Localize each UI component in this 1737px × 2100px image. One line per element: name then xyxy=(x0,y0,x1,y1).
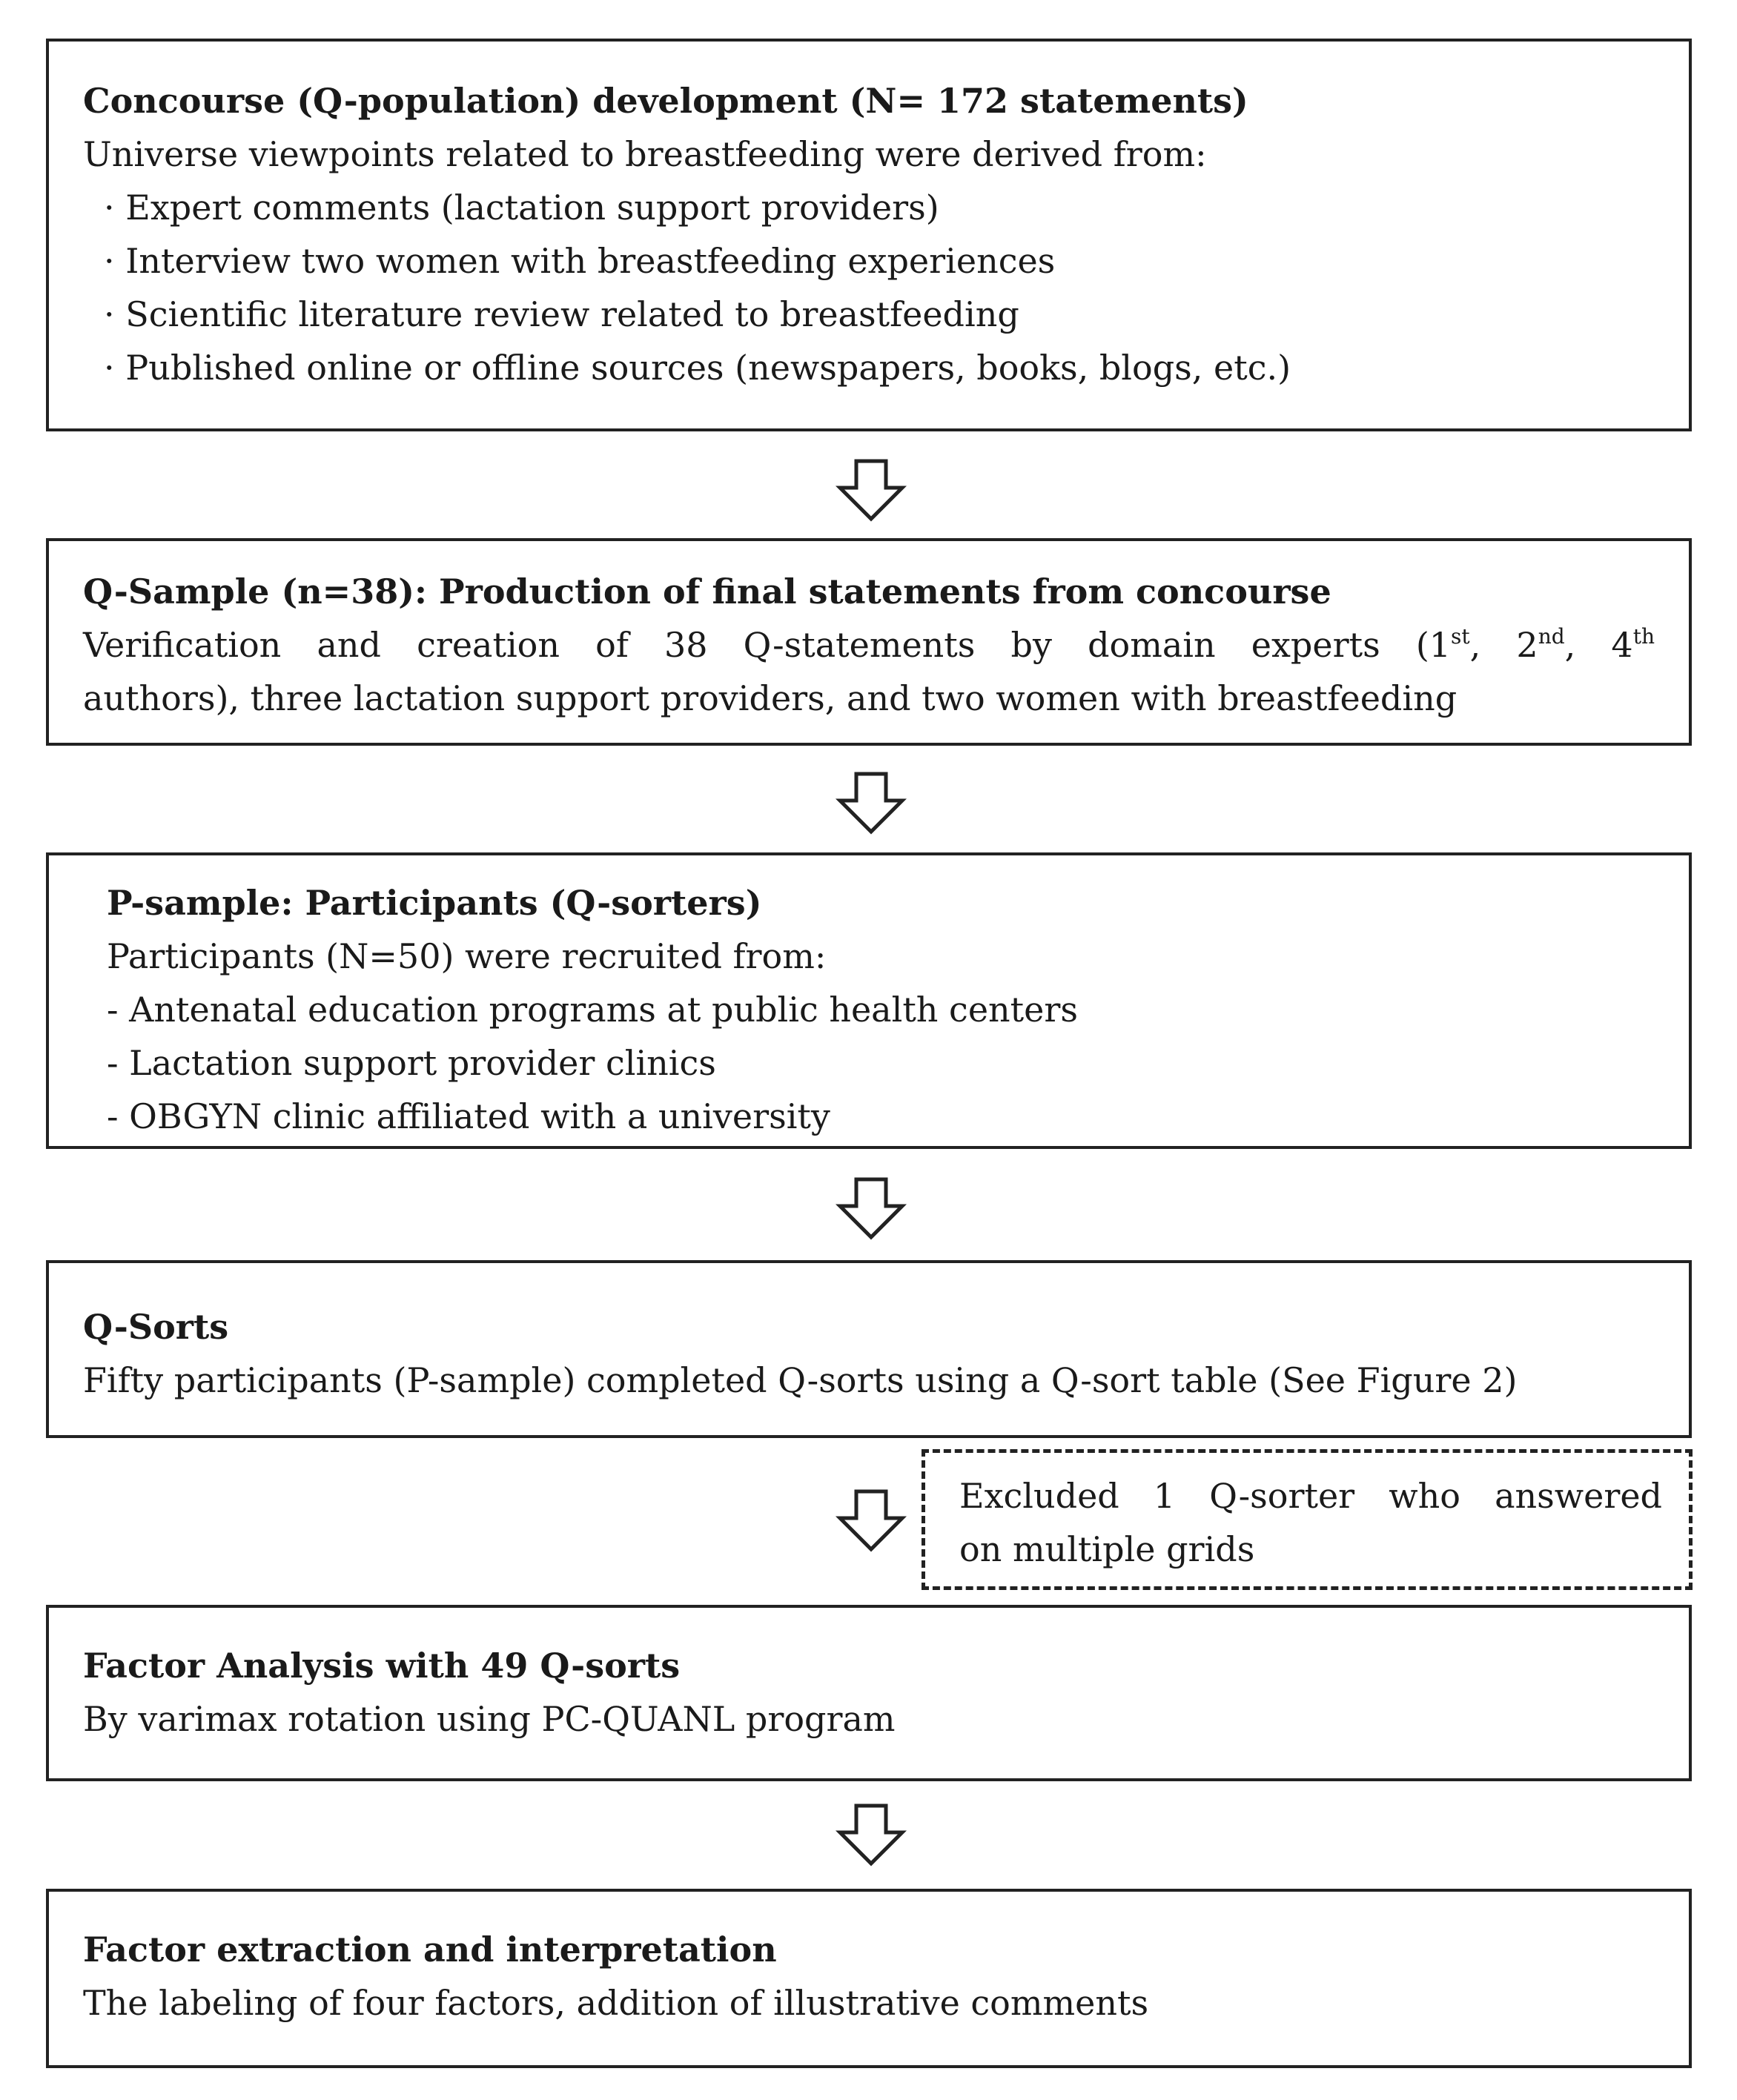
bullet-marker: · xyxy=(104,188,115,228)
factor-analysis-title: Factor Analysis with 49 Q-sorts xyxy=(83,1646,681,1686)
q-sorts-box xyxy=(46,1260,1692,1438)
p-sample-box xyxy=(46,852,1692,1149)
concourse-item xyxy=(83,181,1689,234)
p-sample-title: P-sample: Participants (Q-sorters) xyxy=(107,883,762,923)
ordinal-suffix: nd xyxy=(1538,624,1565,649)
concourse-item-text: Interview two women with breastfeeding experiences xyxy=(125,241,1056,281)
p-sample-intro: Participants (N=50) were recruited from: xyxy=(107,936,827,976)
q-sample-text-line xyxy=(83,618,1655,672)
concourse-item xyxy=(83,341,1689,394)
p-sample-item: - Lactation support provider clinics xyxy=(107,1043,716,1083)
exclusion-line-1: Excluded 1 Q-sorter who answered xyxy=(959,1476,1662,1516)
p-sample-item: - Antenatal education programs at public health centers xyxy=(107,990,1078,1030)
down-arrow-icon xyxy=(836,1803,907,1867)
q-sample-separator: , 2 xyxy=(1469,625,1538,665)
concourse-item-text: Expert comments (lactation support providers) xyxy=(125,188,939,228)
bullet-marker: · xyxy=(104,294,115,334)
down-arrow-icon xyxy=(836,458,907,522)
exclusion-box xyxy=(922,1449,1693,1590)
ordinal-suffix: th xyxy=(1632,624,1655,649)
q-sample-separator: , 4 xyxy=(1564,625,1633,665)
down-arrow-icon xyxy=(836,1176,907,1240)
concourse-item xyxy=(83,288,1689,341)
exclusion-line-2: on multiple grids xyxy=(959,1529,1255,1569)
q-sample-text: Verification and creation of 38 Q-statements by domain experts (1 xyxy=(83,625,1452,665)
down-arrow-icon xyxy=(836,771,907,835)
down-arrow-icon xyxy=(836,1488,907,1552)
concourse-intro: Universe viewpoints related to breastfeeding were derived from: xyxy=(83,134,1207,174)
q-sample-text-line-2: authors), three lactation support providers, and two women with breastfeeding xyxy=(83,678,1458,718)
q-sorts-title: Q-Sorts xyxy=(83,1307,229,1347)
bullet-marker: · xyxy=(104,348,115,388)
extraction-text: The labeling of four factors, addition of illustrative comments xyxy=(83,1983,1149,2023)
concourse-item xyxy=(83,234,1689,288)
concourse-item-text: Published online or offline sources (newspapers, books, blogs, etc.) xyxy=(125,348,1291,388)
extraction-box xyxy=(46,1889,1692,2068)
factor-analysis-text: By varimax rotation using PC-QUANL program xyxy=(83,1699,896,1739)
ordinal-suffix: st xyxy=(1451,624,1470,649)
q-sorts-text: Fifty participants (P-sample) completed Q-sorts using a Q-sort table (See Figure 2) xyxy=(83,1360,1518,1400)
q-sample-title: Q-Sample (n=38): Production of final statements from concourse xyxy=(83,572,1331,612)
p-sample-item: - OBGYN clinic affiliated with a university xyxy=(107,1096,830,1136)
concourse-item-text: Scientific literature review related to breastfeeding xyxy=(125,294,1019,334)
factor-analysis-box xyxy=(46,1605,1692,1781)
q-sample-box xyxy=(46,538,1692,746)
concourse-title: Concourse (Q-population) development (N= 172 statements) xyxy=(83,81,1248,121)
bullet-marker: · xyxy=(104,241,115,281)
concourse-box xyxy=(46,39,1692,431)
extraction-title: Factor extraction and interpretation xyxy=(83,1930,777,1970)
